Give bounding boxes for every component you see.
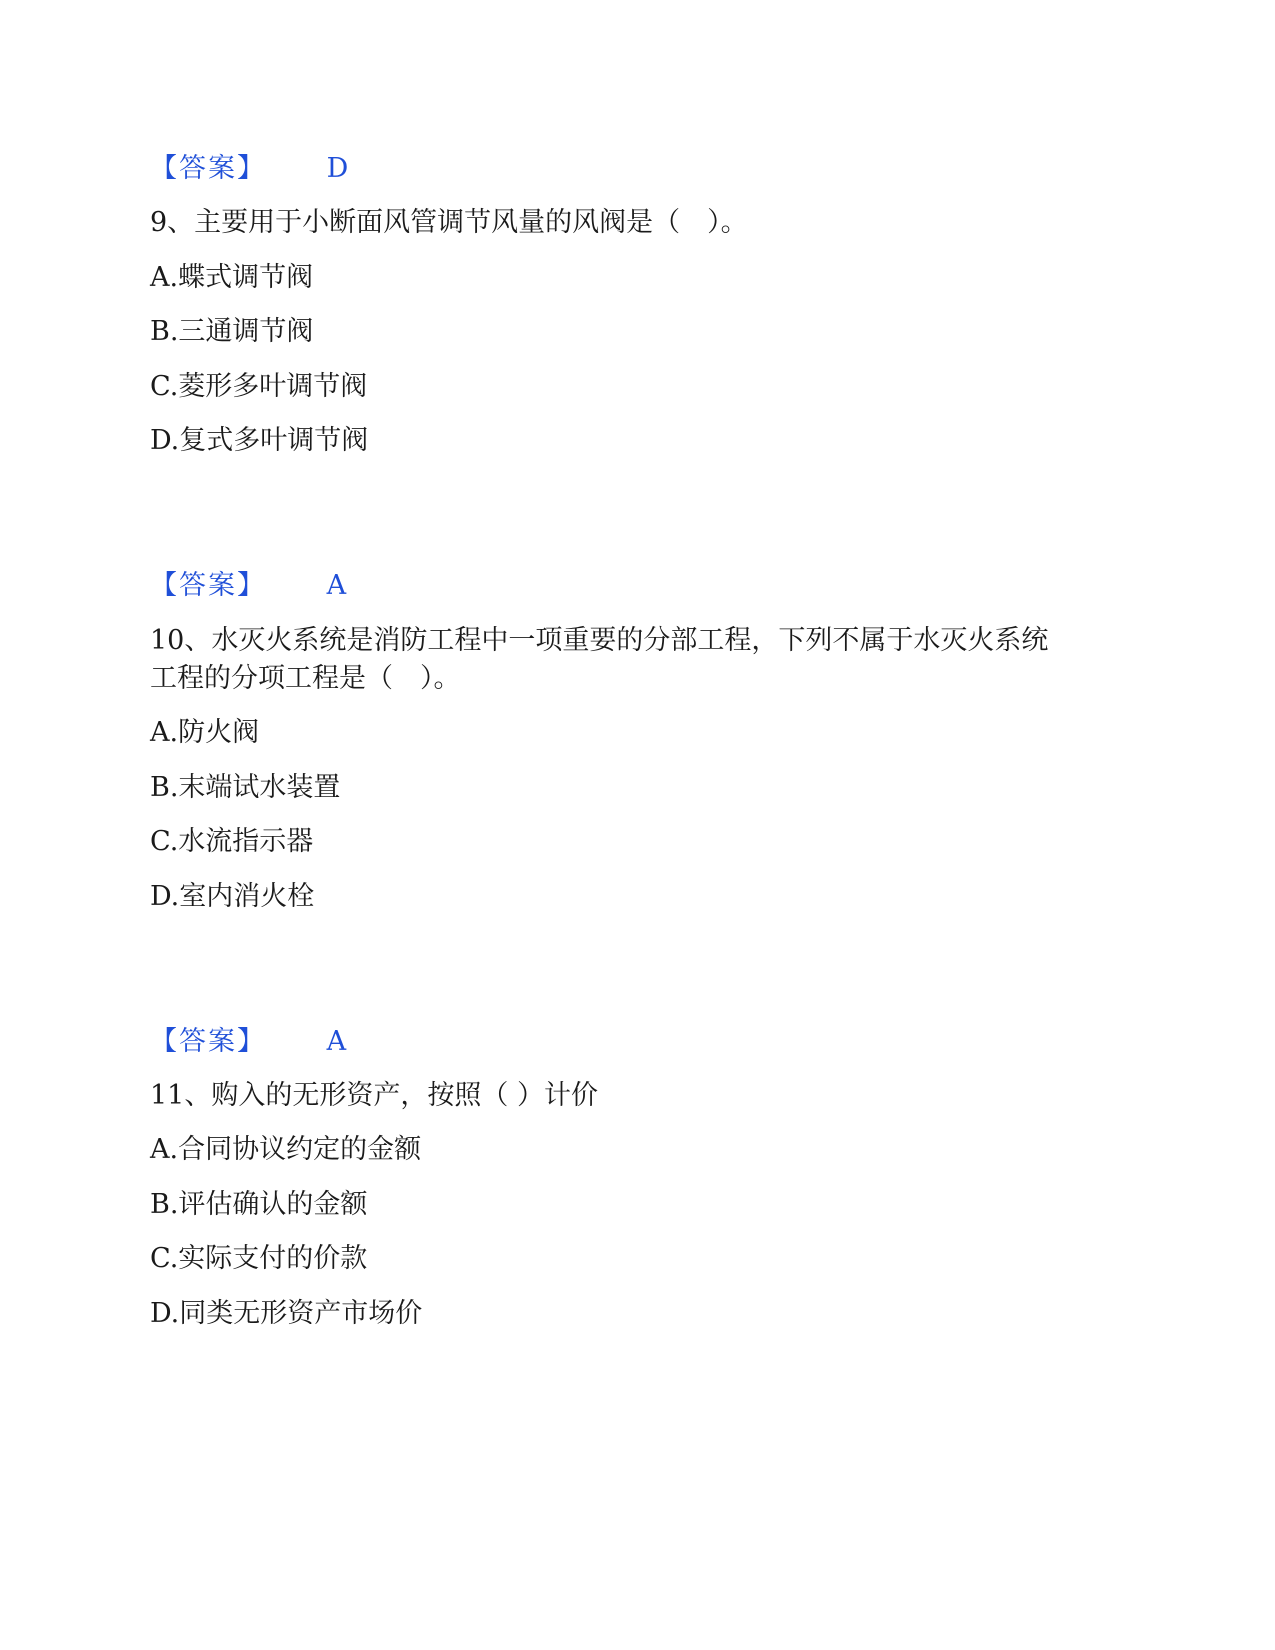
question-11-option-c: C.实际支付的价款	[150, 1243, 368, 1274]
answer-value: A	[326, 1026, 347, 1057]
answer-row	[150, 1025, 346, 1059]
answer-label: 【答案】	[150, 570, 266, 601]
question-9-option-c: C.菱形多叶调节阀	[150, 371, 368, 402]
question-10-option-c: C.水流指示器	[150, 826, 314, 857]
question-9-option-b: B.三通调节阀	[150, 316, 314, 347]
question-11-option-d: D.同类无形资产市场价	[150, 1298, 423, 1329]
question-11-stem: 11、购入的无形资产，按照（ ）计价	[150, 1080, 598, 1111]
answer-value: A	[326, 570, 347, 601]
answer-label: 【答案】	[150, 153, 266, 184]
question-9-stem: 9、主要用于小断面风管调节风量的风阀是（ ）。	[150, 207, 748, 238]
question-10-stem-line-1: 10、水灭火系统是消防工程中一项重要的分部工程，下列不属于水灭火系统	[150, 625, 1049, 656]
answer-row	[150, 569, 346, 603]
question-11-option-a: A.合同协议约定的金额	[150, 1134, 422, 1165]
question-10-stem-line-2: 工程的分项工程是（ ）。	[150, 663, 461, 694]
question-11-option-b: B.评估确认的金额	[150, 1189, 368, 1220]
answer-row	[150, 152, 348, 186]
question-10-option-a: A.防火阀	[150, 717, 260, 748]
question-10-option-b: B.末端试水装置	[150, 772, 341, 803]
answer-value: D	[326, 153, 349, 184]
question-9-option-a: A.蝶式调节阀	[150, 262, 314, 293]
question-10-option-d: D.室内消火栓	[150, 881, 315, 912]
answer-label: 【答案】	[150, 1026, 266, 1057]
question-9-option-d: D.复式多叶调节阀	[150, 425, 369, 456]
